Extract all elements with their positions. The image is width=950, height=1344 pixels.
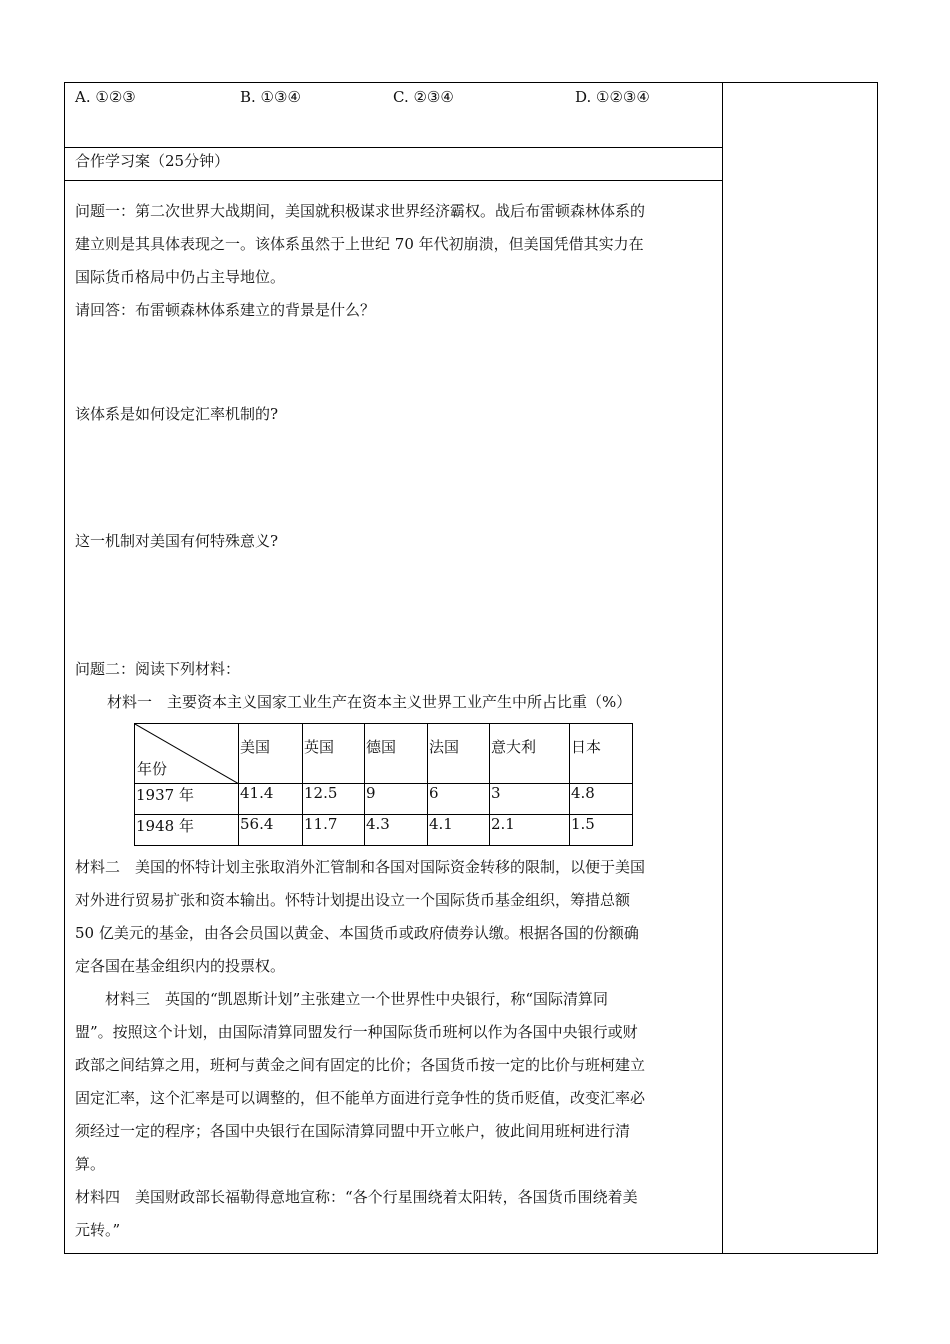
m2-line: 50 亿美元的基金，由各会员国以黄金、本国货币或政府债券认缴。根据各国的份额确 <box>75 924 639 942</box>
table-corner-cell <box>135 724 239 784</box>
value-cell: 3 <box>490 784 570 815</box>
m2-line: 材料二 美国的怀特计划主张取消外汇管制和各国对国际资金转移的限制，以便于美国 <box>75 858 646 876</box>
material-one-title: 材料一 主要资本主义国家工业生产在资本主义世界工业产生中所占比重（%） <box>107 693 632 711</box>
material-two <box>75 851 715 983</box>
column-divider <box>722 83 723 1253</box>
m3-line: 盟”。按照这个计划，由国际清算同盟发行一种国际货币班柯以作为各国中央银行或财 <box>75 1023 638 1041</box>
row-divider-2 <box>65 180 722 181</box>
year-cell: 1937 年 <box>135 784 239 815</box>
table-row <box>135 815 633 846</box>
country-header: 法国 <box>428 724 490 784</box>
country-header: 德国 <box>365 724 428 784</box>
industrial-share-table <box>134 723 633 846</box>
country-header: 英国 <box>303 724 365 784</box>
value-cell: 41.4 <box>239 784 303 815</box>
value-cell: 4.3 <box>365 815 428 846</box>
m3-line: 材料三 英国的“凯恩斯计划”主张建立一个世界性中央银行，称“国际清算同 <box>105 990 609 1008</box>
section-title: 合作学习案（25分钟） <box>75 152 230 170</box>
m3-line: 政部之间结算之用，班柯与黄金之间有固定的比价；各国货币按一定的比价与班柯建立 <box>75 1056 646 1074</box>
q1-ask-background: 请回答：布雷顿森林体系建立的背景是什么？ <box>75 301 376 319</box>
m3-line: 算。 <box>75 1155 106 1173</box>
m3-line: 须经过一定的程序；各国中央银行在国际清算同盟中开立帐户，彼此间用班柯进行清 <box>75 1122 631 1140</box>
q1-line: 国际货币格局中仍占主导地位。 <box>75 268 286 286</box>
year-cell: 1948 年 <box>135 815 239 846</box>
table-row <box>135 784 633 815</box>
m2-line: 对外进行贸易扩张和资本输出。怀特计划提出设立一个国际货币基金组织，筹措总额 <box>75 891 631 909</box>
value-cell: 4.8 <box>570 784 633 815</box>
value-cell: 4.1 <box>428 815 490 846</box>
value-cell: 9 <box>365 784 428 815</box>
m4-line: 元转。” <box>75 1221 121 1239</box>
option-b[interactable]: B. ①③④ <box>240 88 301 106</box>
question-two-intro: 问题二：阅读下列材料： <box>75 660 241 678</box>
m3-line: 固定汇率，这个汇率是可以调整的，但不能单方面进行竞争性的货币贬值，改变汇率必 <box>75 1089 646 1107</box>
value-cell: 2.1 <box>490 815 570 846</box>
value-cell: 6 <box>428 784 490 815</box>
q1-line: 问题一：第二次世界大战期间，美国就积极谋求世界经济霸权。战后布雷顿森林体系的 <box>75 202 646 220</box>
value-cell: 12.5 <box>303 784 365 815</box>
country-header: 美国 <box>239 724 303 784</box>
value-cell: 11.7 <box>303 815 365 846</box>
worksheet-frame <box>64 82 878 1254</box>
q1-line: 建立则是其具体表现之一。该体系虽然于上世纪 70 年代初崩溃，但美国凭借其实力在 <box>75 235 644 253</box>
row-divider-1 <box>65 147 722 148</box>
m4-line: 材料四 美国财政部长福勒得意地宣称：“各个行星围绕着太阳转，各国货币围绕着美 <box>75 1188 638 1206</box>
country-header: 意大利 <box>490 724 570 784</box>
material-four <box>75 1181 715 1247</box>
option-a[interactable]: A. ①②③ <box>75 88 136 106</box>
m2-line: 定各国在基金组织内的投票权。 <box>75 957 286 975</box>
option-d[interactable]: D. ①②③④ <box>575 88 650 106</box>
value-cell: 1.5 <box>570 815 633 846</box>
table-header-row <box>135 724 633 784</box>
question-one-intro <box>75 195 715 327</box>
option-c[interactable]: C. ②③④ <box>393 88 454 106</box>
q1-ask-exchange-mechanism: 该体系是如何设定汇率机制的? <box>75 405 279 423</box>
q1-ask-significance: 这一机制对美国有何特殊意义? <box>75 532 279 550</box>
value-cell: 56.4 <box>239 815 303 846</box>
year-label: 年份 <box>137 760 168 778</box>
material-three <box>75 983 715 1181</box>
country-header: 日本 <box>570 724 633 784</box>
